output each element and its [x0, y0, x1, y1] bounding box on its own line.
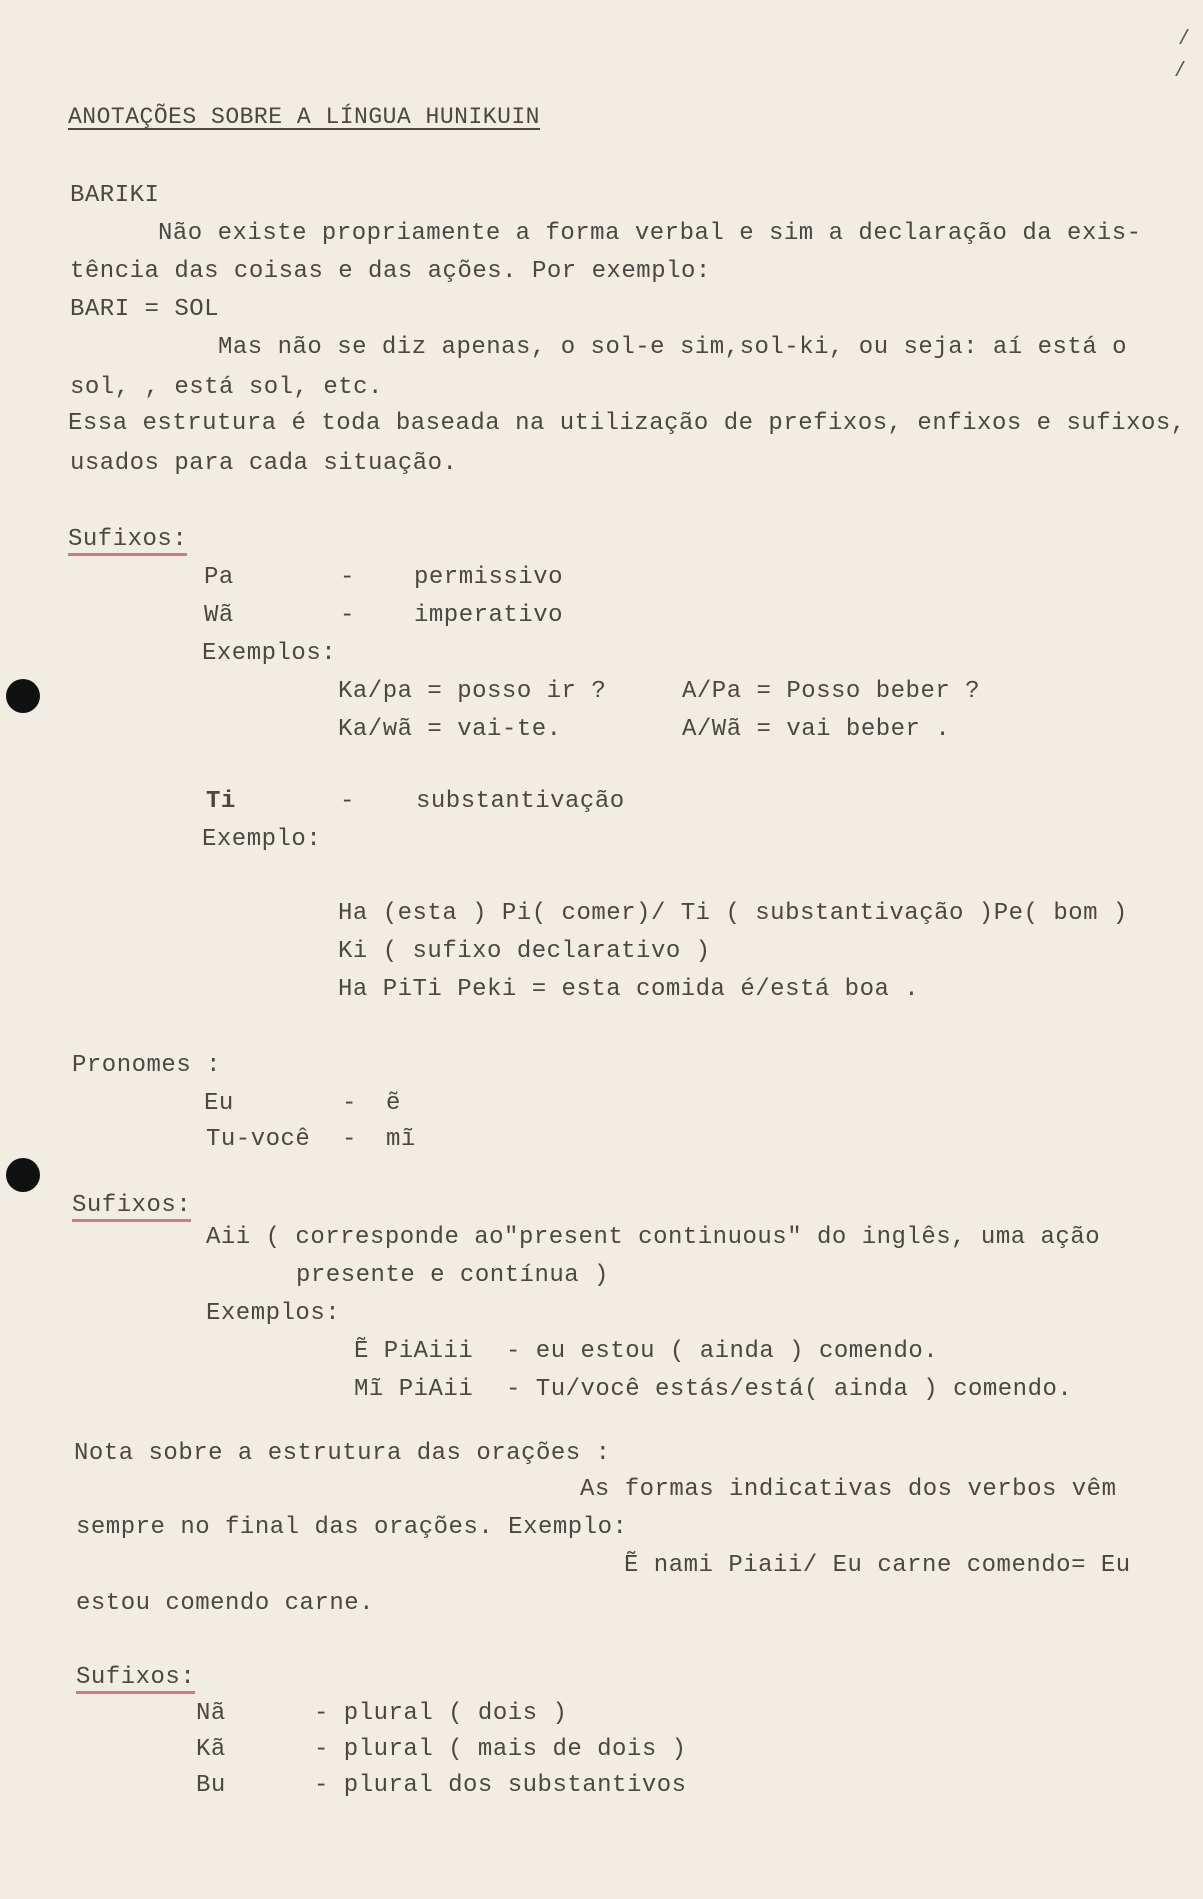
nota-line: Ẽ nami Piaii/ Eu carne comendo= Eu — [624, 1552, 1131, 1579]
paragraph-line: Essa estrutura é toda baseada na utilização de prefixos, enfixos e sufixos, — [68, 410, 1186, 437]
section-heading-bariki: BARIKI — [70, 182, 160, 209]
example-left: Mĩ PiAii — [354, 1376, 474, 1403]
example-left: Ẽ PiAiii — [354, 1338, 474, 1365]
nota-line: Nota sobre a estrutura das orações : — [74, 1440, 611, 1467]
paragraph-line: sol, , está sol, etc. — [70, 374, 383, 401]
example-left: Ka/pa = posso ir ? — [338, 678, 607, 705]
sufixos-heading-1: Sufixos: — [68, 528, 187, 556]
pronoun-word: Tu-você — [206, 1126, 311, 1153]
suffix-term: Wã — [204, 602, 234, 629]
example-right: - eu estou ( ainda ) comendo. — [506, 1338, 939, 1365]
pronoun-dash: - — [342, 1126, 357, 1153]
suffix-meaning: imperativo — [414, 602, 564, 629]
corner-mark-1: / — [1178, 28, 1191, 51]
suffix-term: Kã — [196, 1736, 226, 1763]
paragraph-line: Aii ( corresponde ao"present continuous" do inglês, uma ação — [206, 1224, 1101, 1251]
paragraph-line: BARI = SOL — [70, 296, 220, 323]
punch-hole-bottom — [6, 1158, 40, 1192]
paragraph-line: usados para cada situação. — [70, 450, 458, 477]
suffix-meaning: substantivação — [416, 788, 625, 815]
examples-label: Exemplos: — [206, 1300, 341, 1327]
example-line: Ki ( sufixo declarativo ) — [338, 938, 711, 965]
pronomes-heading: Pronomes : — [72, 1052, 222, 1079]
sufixos-heading-2: Sufixos: — [72, 1194, 191, 1222]
suffix-term: Pa — [204, 564, 234, 591]
nota-line: As formas indicativas dos verbos vêm — [580, 1476, 1117, 1503]
example-right: A/Wã = vai beber . — [682, 716, 951, 743]
page-title: ANOTAÇÕES SOBRE A LÍNGUA HUNIKUIN — [68, 104, 540, 130]
pronoun-form: ẽ — [386, 1090, 401, 1117]
example-left: Ka/wã = vai-te. — [338, 716, 562, 743]
suffix-meaning: permissivo — [414, 564, 564, 591]
suffix-dash: - — [340, 564, 355, 591]
suffix-term: Nã — [196, 1700, 226, 1727]
nota-line: estou comendo carne. — [76, 1590, 375, 1617]
example-line: Ha (esta ) Pi( comer)/ Ti ( substantivação )Pe( bom ) — [338, 900, 1128, 927]
suffix-term-ti: Ti — [206, 788, 236, 815]
example-right: A/Pa = Posso beber ? — [682, 678, 981, 705]
sufixos-heading-3: Sufixos: — [76, 1666, 195, 1694]
paragraph-line: tência das coisas e das ações. Por exemplo: — [70, 258, 711, 285]
example-right: - Tu/você estás/está( ainda ) comendo. — [506, 1376, 1073, 1403]
suffix-meaning: - plural dos substantivos — [314, 1772, 687, 1799]
pronoun-dash: - — [342, 1090, 357, 1117]
example-label: Exemplo: — [202, 826, 322, 853]
pronoun-form: mĩ — [386, 1126, 416, 1153]
punch-hole-top — [6, 679, 40, 713]
suffix-meaning: - plural ( mais de dois ) — [314, 1736, 687, 1763]
pronoun-word: Eu — [204, 1090, 234, 1117]
suffix-dash: - — [340, 602, 355, 629]
paragraph-line: presente e contínua ) — [296, 1262, 609, 1289]
suffix-dash: - — [340, 788, 355, 815]
suffix-meaning: - plural ( dois ) — [314, 1700, 568, 1727]
example-line: Ha PiTi Peki = esta comida é/está boa . — [338, 976, 920, 1003]
paragraph-line: Mas não se diz apenas, o sol-e sim,sol-ki, ou seja: aí está o — [218, 334, 1128, 361]
nota-line: sempre no final das orações. Exemplo: — [76, 1514, 628, 1541]
examples-label: Exemplos: — [202, 640, 337, 667]
paragraph-line: Não existe propriamente a forma verbal e sim a declaração da exis- — [158, 220, 1142, 247]
suffix-term: Bu — [196, 1772, 226, 1799]
corner-mark-2: / — [1174, 60, 1187, 83]
